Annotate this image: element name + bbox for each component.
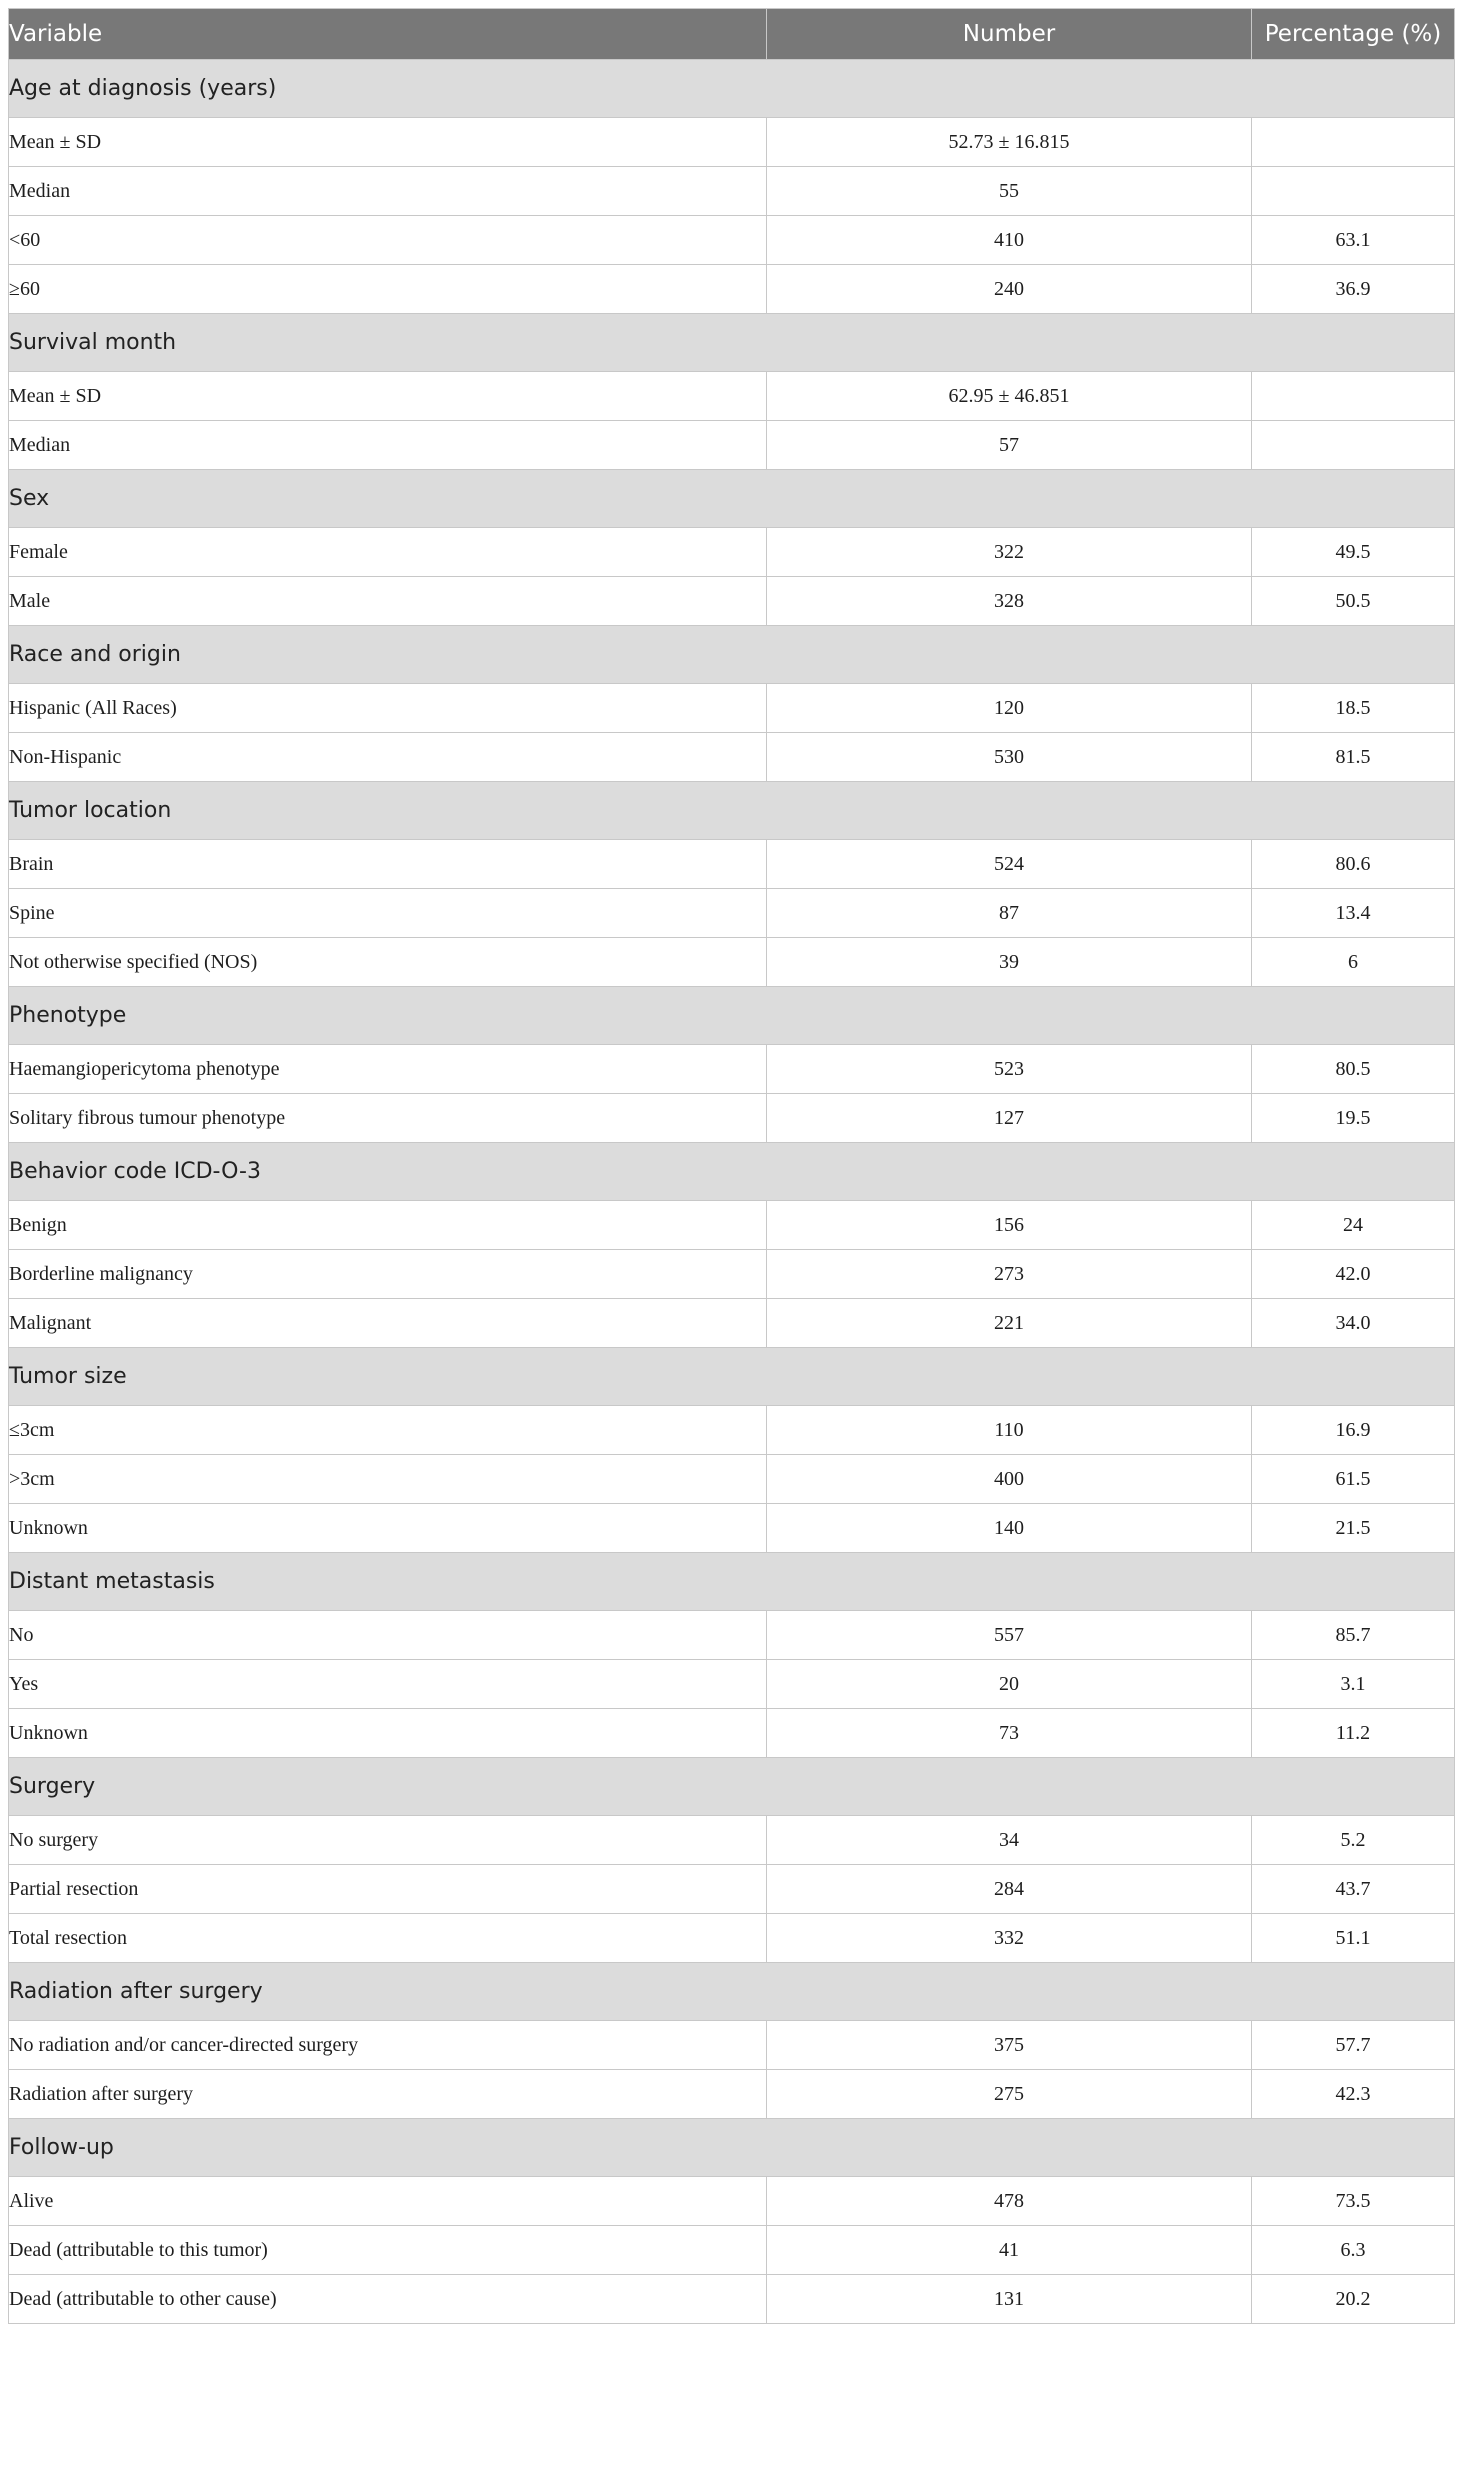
row-label: Spine <box>9 889 767 938</box>
row-percentage: 36.9 <box>1252 265 1455 314</box>
row-percentage: 13.4 <box>1252 889 1455 938</box>
row-number: 322 <box>767 528 1252 577</box>
row-percentage: 50.5 <box>1252 577 1455 626</box>
table-row <box>9 1250 1455 1299</box>
row-percentage: 20.2 <box>1252 2275 1455 2324</box>
table-row <box>9 577 1455 626</box>
row-percentage: 34.0 <box>1252 1299 1455 1348</box>
row-label: Partial resection <box>9 1865 767 1914</box>
row-label: <60 <box>9 216 767 265</box>
row-number: 530 <box>767 733 1252 782</box>
row-label: Hispanic (All Races) <box>9 684 767 733</box>
category-title: Phenotype <box>9 987 1455 1045</box>
row-label: Median <box>9 421 767 470</box>
row-number: 410 <box>767 216 1252 265</box>
row-label: No <box>9 1611 767 1660</box>
row-percentage: 63.1 <box>1252 216 1455 265</box>
row-percentage: 16.9 <box>1252 1406 1455 1455</box>
row-label: Mean ± SD <box>9 372 767 421</box>
row-percentage: 6 <box>1252 938 1455 987</box>
table-row <box>9 528 1455 577</box>
category-row <box>9 2119 1455 2177</box>
table-row <box>9 1914 1455 1963</box>
table-row <box>9 1094 1455 1143</box>
category-title: Tumor size <box>9 1348 1455 1406</box>
row-percentage: 80.6 <box>1252 840 1455 889</box>
table-row <box>9 1660 1455 1709</box>
row-number: 73 <box>767 1709 1252 1758</box>
row-label: Dead (attributable to other cause) <box>9 2275 767 2324</box>
row-percentage: 42.0 <box>1252 1250 1455 1299</box>
row-number: 120 <box>767 684 1252 733</box>
table-row <box>9 2070 1455 2119</box>
category-row <box>9 60 1455 118</box>
row-number: 478 <box>767 2177 1252 2226</box>
row-label: ≥60 <box>9 265 767 314</box>
table-row <box>9 1406 1455 1455</box>
table-row <box>9 2021 1455 2070</box>
row-percentage: 42.3 <box>1252 2070 1455 2119</box>
row-label: Unknown <box>9 1504 767 1553</box>
row-number: 400 <box>767 1455 1252 1504</box>
table-row <box>9 1865 1455 1914</box>
table-row <box>9 372 1455 421</box>
row-label: No radiation and/or cancer-directed surgery <box>9 2021 767 2070</box>
row-number: 284 <box>767 1865 1252 1914</box>
row-label: Mean ± SD <box>9 118 767 167</box>
table-row <box>9 167 1455 216</box>
row-label: Radiation after surgery <box>9 2070 767 2119</box>
category-row <box>9 1143 1455 1201</box>
row-percentage <box>1252 118 1455 167</box>
category-title: Survival month <box>9 314 1455 372</box>
table-row <box>9 2275 1455 2324</box>
row-number: 524 <box>767 840 1252 889</box>
row-number: 57 <box>767 421 1252 470</box>
row-label: Malignant <box>9 1299 767 1348</box>
category-row <box>9 470 1455 528</box>
row-number: 34 <box>767 1816 1252 1865</box>
table-row <box>9 1455 1455 1504</box>
table-row <box>9 1504 1455 1553</box>
row-label: Total resection <box>9 1914 767 1963</box>
row-number: 156 <box>767 1201 1252 1250</box>
row-number: 52.73 ± 16.815 <box>767 118 1252 167</box>
row-label: Female <box>9 528 767 577</box>
category-title: Surgery <box>9 1758 1455 1816</box>
table-row <box>9 1045 1455 1094</box>
header-variable: Variable <box>9 9 767 60</box>
header-number: Number <box>767 9 1252 60</box>
row-label: Benign <box>9 1201 767 1250</box>
table-body <box>9 60 1455 2324</box>
row-number: 328 <box>767 577 1252 626</box>
category-title: Follow-up <box>9 2119 1455 2177</box>
row-number: 240 <box>767 265 1252 314</box>
table-row <box>9 2226 1455 2275</box>
category-title: Tumor location <box>9 782 1455 840</box>
table-row <box>9 421 1455 470</box>
category-title: Behavior code ICD-O-3 <box>9 1143 1455 1201</box>
characteristics-table <box>8 8 1455 2324</box>
row-label: Non-Hispanic <box>9 733 767 782</box>
row-number: 275 <box>767 2070 1252 2119</box>
row-percentage: 80.5 <box>1252 1045 1455 1094</box>
row-percentage: 49.5 <box>1252 528 1455 577</box>
table-row <box>9 1816 1455 1865</box>
table-row <box>9 265 1455 314</box>
table-row <box>9 118 1455 167</box>
header-percentage: Percentage (%) <box>1252 9 1455 60</box>
table-row <box>9 1611 1455 1660</box>
category-row <box>9 314 1455 372</box>
table-row <box>9 840 1455 889</box>
row-label: Alive <box>9 2177 767 2226</box>
row-number: 131 <box>767 2275 1252 2324</box>
row-number: 39 <box>767 938 1252 987</box>
row-label: Solitary fibrous tumour phenotype <box>9 1094 767 1143</box>
row-number: 127 <box>767 1094 1252 1143</box>
category-row <box>9 1758 1455 1816</box>
category-title: Distant metastasis <box>9 1553 1455 1611</box>
row-percentage: 85.7 <box>1252 1611 1455 1660</box>
table-row <box>9 216 1455 265</box>
row-number: 375 <box>767 2021 1252 2070</box>
row-percentage: 5.2 <box>1252 1816 1455 1865</box>
row-number: 140 <box>767 1504 1252 1553</box>
row-percentage: 57.7 <box>1252 2021 1455 2070</box>
category-row <box>9 987 1455 1045</box>
row-number: 332 <box>767 1914 1252 1963</box>
row-number: 41 <box>767 2226 1252 2275</box>
row-percentage: 51.1 <box>1252 1914 1455 1963</box>
row-label: >3cm <box>9 1455 767 1504</box>
table-row <box>9 2177 1455 2226</box>
row-label: ≤3cm <box>9 1406 767 1455</box>
row-number: 55 <box>767 167 1252 216</box>
row-number: 62.95 ± 46.851 <box>767 372 1252 421</box>
row-label: Brain <box>9 840 767 889</box>
row-label: Male <box>9 577 767 626</box>
row-label: Unknown <box>9 1709 767 1758</box>
row-percentage <box>1252 421 1455 470</box>
table-row <box>9 1709 1455 1758</box>
row-number: 20 <box>767 1660 1252 1709</box>
row-percentage: 43.7 <box>1252 1865 1455 1914</box>
row-percentage: 21.5 <box>1252 1504 1455 1553</box>
row-label: Borderline malignancy <box>9 1250 767 1299</box>
row-percentage: 3.1 <box>1252 1660 1455 1709</box>
category-row <box>9 1348 1455 1406</box>
category-title: Radiation after surgery <box>9 1963 1455 2021</box>
table-row <box>9 938 1455 987</box>
row-percentage: 6.3 <box>1252 2226 1455 2275</box>
category-row <box>9 626 1455 684</box>
row-number: 221 <box>767 1299 1252 1348</box>
table-row <box>9 1299 1455 1348</box>
row-number: 110 <box>767 1406 1252 1455</box>
row-number: 523 <box>767 1045 1252 1094</box>
table-row <box>9 684 1455 733</box>
row-percentage: 81.5 <box>1252 733 1455 782</box>
row-number: 273 <box>767 1250 1252 1299</box>
row-percentage: 61.5 <box>1252 1455 1455 1504</box>
table-row <box>9 733 1455 782</box>
category-row <box>9 1963 1455 2021</box>
row-label: Median <box>9 167 767 216</box>
category-title: Age at diagnosis (years) <box>9 60 1455 118</box>
row-percentage: 18.5 <box>1252 684 1455 733</box>
table-row <box>9 1201 1455 1250</box>
category-title: Sex <box>9 470 1455 528</box>
row-label: Yes <box>9 1660 767 1709</box>
row-number: 87 <box>767 889 1252 938</box>
table-header-row <box>9 9 1455 60</box>
row-label: Haemangiopericytoma phenotype <box>9 1045 767 1094</box>
row-percentage: 24 <box>1252 1201 1455 1250</box>
row-percentage: 19.5 <box>1252 1094 1455 1143</box>
row-percentage <box>1252 167 1455 216</box>
row-percentage: 11.2 <box>1252 1709 1455 1758</box>
table-row <box>9 889 1455 938</box>
row-label: No surgery <box>9 1816 767 1865</box>
row-label: Dead (attributable to this tumor) <box>9 2226 767 2275</box>
category-row <box>9 782 1455 840</box>
row-percentage: 73.5 <box>1252 2177 1455 2226</box>
row-percentage <box>1252 372 1455 421</box>
row-number: 557 <box>767 1611 1252 1660</box>
row-label: Not otherwise specified (NOS) <box>9 938 767 987</box>
category-title: Race and origin <box>9 626 1455 684</box>
category-row <box>9 1553 1455 1611</box>
